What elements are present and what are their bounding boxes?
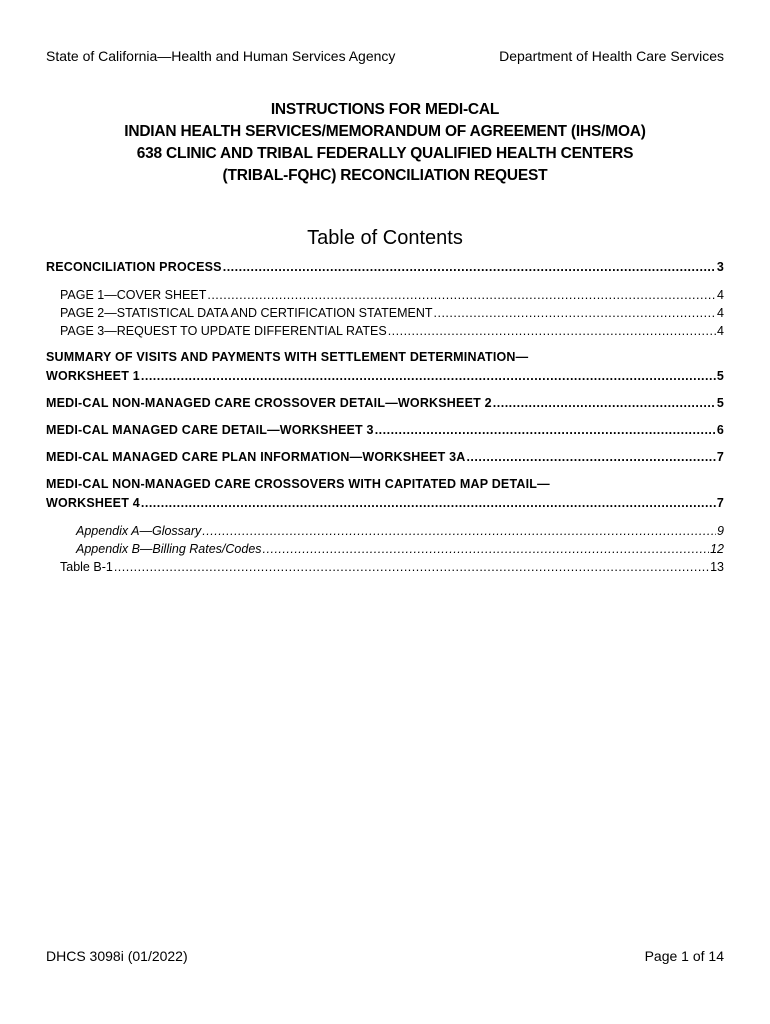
toc-entry-reconciliation-process[interactable] <box>46 258 724 277</box>
toc-entry-worksheet-1[interactable] <box>46 348 724 386</box>
toc-entry-page: 7 <box>716 450 724 464</box>
toc-entry-page: 7 <box>716 496 724 510</box>
toc-entry-table-b1[interactable] <box>46 558 724 576</box>
header-agency: State of California—Health and Human Services Agency <box>46 48 396 64</box>
toc-entry-worksheet-4[interactable] <box>46 475 724 513</box>
footer-page-number: Page 1 of 14 <box>644 948 724 964</box>
toc-entry-page: 5 <box>716 396 724 410</box>
header-department: Department of Health Care Services <box>499 48 724 64</box>
toc-entry-page: 12 <box>710 542 724 556</box>
toc-entry-page: 13 <box>710 560 724 574</box>
toc-leader-dots <box>263 540 710 558</box>
toc-entry-page: 5 <box>716 369 724 383</box>
title-line-4: (TRIBAL-FQHC) RECONCILIATION REQUEST <box>222 167 548 184</box>
toc-leader-dots <box>207 286 716 304</box>
toc-entry-text-line1: SUMMARY OF VISITS AND PAYMENTS WITH SETTLEMENT DETERMINATION— <box>46 350 529 364</box>
toc-entry-page3-differential-rates[interactable] <box>46 322 724 340</box>
toc-leader-dots <box>493 394 716 413</box>
toc-leader-dots <box>223 258 716 277</box>
toc-entry-appendix-b[interactable] <box>46 540 724 558</box>
toc-entry-text-line1: MEDI-CAL NON-MANAGED CARE CROSSOVERS WITH CAPITATED MAP DETAIL— <box>46 477 550 491</box>
toc-leader-dots <box>114 558 709 576</box>
document-title <box>46 99 724 187</box>
toc-entry-text: Table B-1 <box>60 560 113 574</box>
title-line-1: INSTRUCTIONS FOR MEDI-CAL <box>270 101 500 118</box>
toc-leader-dots <box>466 448 715 467</box>
toc-entry-text: PAGE 2—STATISTICAL DATA AND CERTIFICATION STATEMENT <box>60 306 433 320</box>
toc-entry-text: MEDI-CAL MANAGED CARE DETAIL—WORKSHEET 3 <box>46 423 374 437</box>
toc-entry-worksheet-2[interactable] <box>46 394 724 413</box>
toc-entry-text: PAGE 1—COVER SHEET <box>60 288 207 302</box>
toc-entry-text: MEDI-CAL NON-MANAGED CARE CROSSOVER DETAIL—WORKSHEET 2 <box>46 396 492 410</box>
toc-entry-text: RECONCILIATION PROCESS <box>46 260 222 274</box>
toc-heading: Table of Contents <box>307 227 463 249</box>
toc-entry-page: 9 <box>717 524 724 538</box>
toc-entry-worksheet-3[interactable] <box>46 421 724 440</box>
toc-leader-dots <box>434 304 717 322</box>
toc-leader-dots <box>202 522 716 540</box>
toc-entry-page2-statistical-data[interactable] <box>46 304 724 322</box>
toc-leader-dots <box>141 494 716 513</box>
toc-entry-text: MEDI-CAL MANAGED CARE PLAN INFORMATION—WORKSHEET 3A <box>46 450 466 464</box>
toc-leader-dots <box>388 322 716 340</box>
toc-entry-page: 4 <box>717 288 724 302</box>
title-line-2: INDIAN HEALTH SERVICES/MEMORANDUM OF AGREEMENT (IHS/MOA) <box>124 123 646 140</box>
table-of-contents <box>46 258 724 576</box>
toc-entry-page1-cover-sheet[interactable] <box>46 286 724 304</box>
toc-entry-text: Appendix A—Glossary <box>76 524 202 538</box>
toc-entry-worksheet-3a[interactable] <box>46 448 724 467</box>
toc-entry-page: 4 <box>717 324 724 338</box>
toc-entry-text: Appendix B—Billing Rates/Codes <box>76 542 262 556</box>
toc-entry-page: 6 <box>716 423 724 437</box>
footer-form-number: DHCS 3098i (01/2022) <box>46 948 188 964</box>
toc-entry-appendix-a[interactable] <box>46 522 724 540</box>
toc-leader-dots <box>141 367 716 386</box>
toc-entry-page: 3 <box>716 260 724 274</box>
toc-entry-text: WORKSHEET 4 <box>46 496 140 510</box>
toc-entry-page: 4 <box>717 306 724 320</box>
toc-leader-dots <box>375 421 716 440</box>
toc-entry-text: WORKSHEET 1 <box>46 369 140 383</box>
title-line-3: 638 CLINIC AND TRIBAL FEDERALLY QUALIFIED HEALTH CENTERS <box>136 145 634 162</box>
toc-entry-text: PAGE 3—REQUEST TO UPDATE DIFFERENTIAL RATES <box>60 324 387 338</box>
